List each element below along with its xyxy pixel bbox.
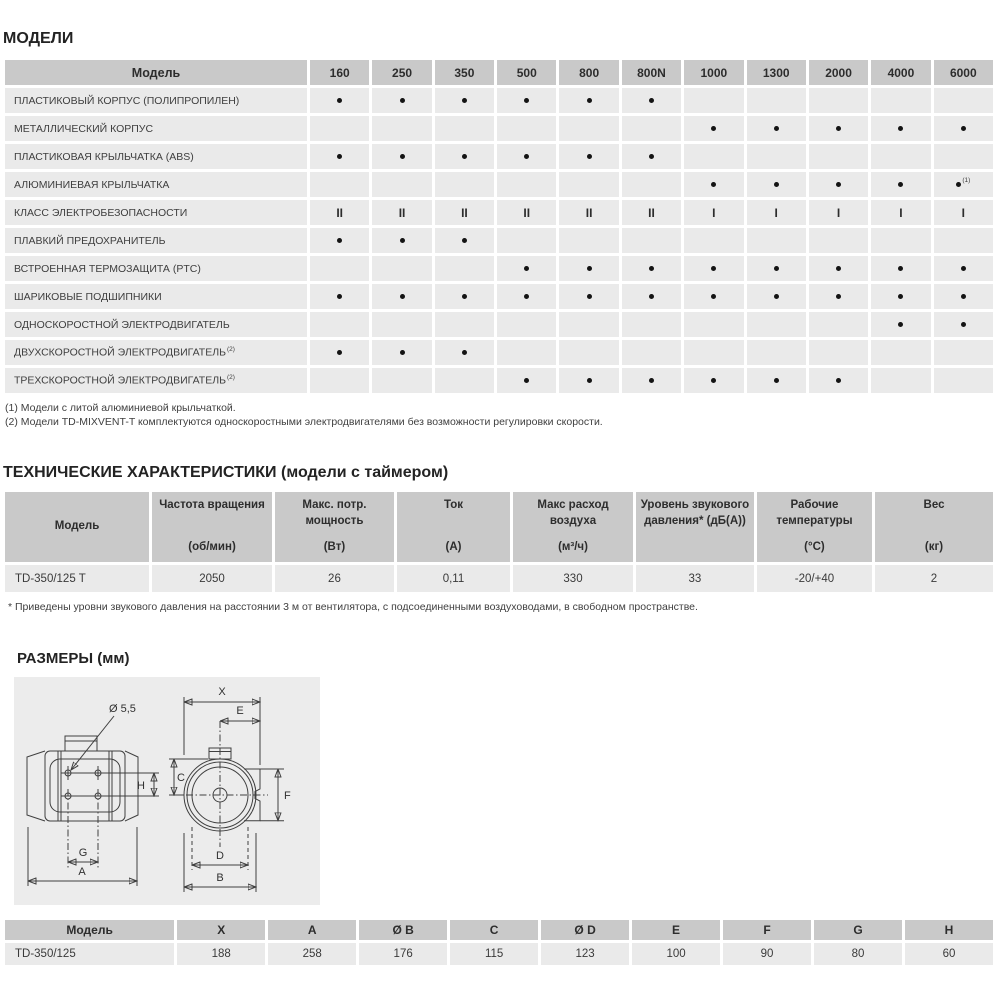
feature-dot — [337, 238, 342, 243]
feature-cell — [934, 88, 993, 113]
feature-cell — [871, 88, 930, 113]
feature-dot — [836, 266, 841, 271]
models-header-model: Модель — [5, 60, 307, 85]
dims-header-col: Ø D — [541, 920, 629, 940]
feature-label: АЛЮМИНИЕВАЯ КРЫЛЬЧАТКА — [5, 172, 307, 197]
feature-dot — [836, 126, 841, 131]
dim-label-e: E — [236, 705, 244, 717]
feature-cell — [747, 172, 806, 197]
table-row — [5, 228, 993, 253]
dimensions-drawing — [14, 677, 320, 905]
tech-cell: 2050 — [152, 565, 272, 592]
models-header-col: 250 — [372, 60, 431, 85]
feature-cell — [684, 284, 743, 309]
models-header-col: 350 — [435, 60, 494, 85]
feature-cell — [747, 144, 806, 169]
feature-cell — [622, 116, 681, 141]
models-footnote-1: (1) Модели с литой алюминиевой крыльчаткой. — [5, 402, 236, 414]
feature-cell — [435, 284, 494, 309]
feature-dot — [400, 294, 405, 299]
feature-cell — [372, 88, 431, 113]
tech-cell: TD-350/125 T — [5, 565, 149, 592]
feature-label: МЕТАЛЛИЧЕСКИЙ КОРПУС — [5, 116, 307, 141]
feature-cell: II — [559, 200, 618, 225]
feature-cell — [684, 340, 743, 365]
feature-cell — [809, 144, 868, 169]
table-row — [5, 312, 993, 337]
dims-section-title: РАЗМЕРЫ (мм) — [17, 650, 130, 667]
feature-cell — [934, 116, 993, 141]
table-row — [5, 943, 993, 965]
feature-cell: II — [372, 200, 431, 225]
feature-cell — [310, 88, 369, 113]
feature-cell — [310, 368, 369, 393]
feature-cell — [559, 256, 618, 281]
feature-cell — [934, 312, 993, 337]
feature-cell — [747, 284, 806, 309]
feature-dot — [400, 350, 405, 355]
dims-cell: 123 — [541, 943, 629, 965]
feature-cell — [435, 228, 494, 253]
table-row — [5, 340, 993, 365]
feature-dot — [400, 238, 405, 243]
feature-cell — [372, 116, 431, 141]
feature-dot — [898, 126, 903, 131]
feature-cell — [310, 256, 369, 281]
feature-dot — [774, 266, 779, 271]
table-row — [5, 256, 993, 281]
feature-dot — [898, 182, 903, 187]
feature-cell — [809, 256, 868, 281]
dims-cell: 90 — [723, 943, 811, 965]
feature-cell — [435, 144, 494, 169]
feature-dot — [524, 154, 529, 159]
feature-cell — [809, 172, 868, 197]
dims-cell: 188 — [177, 943, 265, 965]
feature-cell — [934, 256, 993, 281]
models-header-col: 500 — [497, 60, 556, 85]
feature-dot — [711, 378, 716, 383]
tech-header-col: Вес (кг) — [875, 492, 993, 562]
feature-cell — [435, 88, 494, 113]
feature-cell — [871, 340, 930, 365]
dim-label-g: G — [78, 847, 88, 859]
feature-dot — [649, 98, 654, 103]
feature-cell — [435, 368, 494, 393]
dims-header-col: Ø B — [359, 920, 447, 940]
feature-cell — [934, 340, 993, 365]
feature-cell — [497, 340, 556, 365]
dims-cell: 100 — [632, 943, 720, 965]
dims-header-col: C — [450, 920, 538, 940]
feature-dot — [649, 266, 654, 271]
feature-dot — [524, 294, 529, 299]
tech-header-col: Частота вращения (об/мин) — [152, 492, 272, 562]
feature-cell — [559, 228, 618, 253]
feature-dot — [337, 350, 342, 355]
feature-cell: II — [622, 200, 681, 225]
tech-cell: 0,11 — [397, 565, 510, 592]
feature-dot — [462, 294, 467, 299]
dim-label-d: D — [216, 850, 224, 862]
feature-label: КЛАСС ЭЛЕКТРОБЕЗОПАСНОСТИ — [5, 200, 307, 225]
feature-dot — [711, 266, 716, 271]
feature-cell — [559, 368, 618, 393]
feature-cell — [809, 88, 868, 113]
tech-header-col: Макс. потр. мощность (Вт) — [275, 492, 394, 562]
feature-dot — [898, 322, 903, 327]
feature-cell — [809, 312, 868, 337]
feature-dot — [462, 154, 467, 159]
feature-label: ШАРИКОВЫЕ ПОДШИПНИКИ — [5, 284, 307, 309]
feature-cell — [622, 340, 681, 365]
feature-cell — [622, 284, 681, 309]
models-header-col: 160 — [310, 60, 369, 85]
feature-cell — [372, 312, 431, 337]
dims-header-col: Модель — [5, 920, 174, 940]
feature-cell — [497, 312, 556, 337]
models-header-col: 1000 — [684, 60, 743, 85]
feature-dot — [961, 266, 966, 271]
feature-cell — [559, 284, 618, 309]
models-header-row — [5, 60, 993, 85]
dims-cell: 60 — [905, 943, 993, 965]
feature-cell: II — [497, 200, 556, 225]
feature-cell — [497, 116, 556, 141]
feature-cell — [871, 312, 930, 337]
feature-label: ТРЕХСКОРОСТНОЙ ЭЛЕКТРОДВИГАТЕЛЬ$^{(2)}$ — [5, 368, 307, 393]
feature-dot — [462, 98, 467, 103]
feature-cell — [809, 284, 868, 309]
feature-dot — [711, 126, 716, 131]
feature-cell — [310, 340, 369, 365]
tech-specs-table — [2, 489, 996, 595]
tech-header-col: Рабочие температуры (°С) — [757, 492, 872, 562]
feature-dot — [524, 98, 529, 103]
feature-cell — [809, 116, 868, 141]
models-footnotes — [5, 402, 603, 429]
feature-cell — [934, 368, 993, 393]
feature-dot — [774, 182, 779, 187]
feature-cell — [684, 256, 743, 281]
feature-cell — [372, 172, 431, 197]
feature-cell — [747, 312, 806, 337]
tech-cell: 330 — [513, 565, 633, 592]
feature-cell — [559, 340, 618, 365]
tech-footnote: * Приведены уровни звукового давления на расстоянии 3 м от вентилятора, с подсоединенными воздуховодами, в свободном пространстве. — [8, 601, 698, 613]
feature-dot — [836, 182, 841, 187]
feature-dot — [524, 266, 529, 271]
feature-label: ДВУХСКОРОСТНОЙ ЭЛЕКТРОДВИГАТЕЛЬ$^{(2)}$ — [5, 340, 307, 365]
feature-cell — [747, 88, 806, 113]
dims-header-col: X — [177, 920, 265, 940]
feature-cell: II — [310, 200, 369, 225]
feature-cell — [559, 172, 618, 197]
feature-cell — [747, 116, 806, 141]
table-row — [5, 88, 993, 113]
feature-dot — [961, 322, 966, 327]
models-footnote-2: (2) Модели TD-MIXVENT-T комплектуются односкоростными электродвигателями без возможности регулировки скорости. — [5, 415, 603, 428]
feature-dot — [587, 266, 592, 271]
feature-cell: I — [809, 200, 868, 225]
feature-cell — [871, 172, 930, 197]
feature-cell — [684, 228, 743, 253]
feature-cell — [622, 228, 681, 253]
models-header-col: 4000 — [871, 60, 930, 85]
feature-label: ОДНОСКОРОСТНОЙ ЭЛЕКТРОДВИГАТЕЛЬ — [5, 312, 307, 337]
feature-dot — [649, 154, 654, 159]
tech-header-col: Уровень звукового давления* (дБ(А)) — [636, 492, 754, 562]
feature-dot — [649, 378, 654, 383]
feature-dot — [774, 378, 779, 383]
feature-dot — [961, 126, 966, 131]
feature-cell — [497, 228, 556, 253]
dims-header-col: G — [814, 920, 902, 940]
tech-header-col: Ток (А) — [397, 492, 510, 562]
feature-cell — [684, 172, 743, 197]
feature-dot — [774, 294, 779, 299]
feature-cell — [435, 340, 494, 365]
tech-cell: -20/+40 — [757, 565, 872, 592]
feature-dot — [649, 294, 654, 299]
feature-dot — [836, 294, 841, 299]
feature-cell — [622, 256, 681, 281]
feature-cell: I — [684, 200, 743, 225]
feature-cell — [871, 116, 930, 141]
feature-dot — [898, 266, 903, 271]
feature-cell — [559, 88, 618, 113]
feature-cell — [435, 312, 494, 337]
feature-cell — [559, 116, 618, 141]
feature-cell — [435, 256, 494, 281]
feature-cell — [809, 228, 868, 253]
table-row — [5, 565, 993, 592]
dims-cell: 115 — [450, 943, 538, 965]
dim-label-f: F — [284, 790, 291, 802]
dims-header-col: E — [632, 920, 720, 940]
feature-cell — [684, 88, 743, 113]
feature-cell — [622, 368, 681, 393]
models-header-col: 800 — [559, 60, 618, 85]
feature-cell: II — [435, 200, 494, 225]
feature-cell — [310, 172, 369, 197]
feature-cell — [684, 368, 743, 393]
fan-side-view — [27, 703, 159, 886]
dims-header-col: F — [723, 920, 811, 940]
feature-cell — [559, 312, 618, 337]
feature-cell — [622, 312, 681, 337]
tech-cell: 33 — [636, 565, 754, 592]
feature-label: ПЛАСТИКОВЫЙ КОРПУС (ПОЛИПРОПИЛЕН) — [5, 88, 307, 113]
feature-cell — [622, 172, 681, 197]
feature-cell — [435, 116, 494, 141]
feature-cell — [435, 172, 494, 197]
feature-dot — [836, 378, 841, 383]
dims-cell: TD-350/125 — [5, 943, 174, 965]
feature-cell — [497, 284, 556, 309]
table-row — [5, 284, 993, 309]
feature-label: ВСТРОЕННАЯ ТЕРМОЗАЩИТА (PTC) — [5, 256, 307, 281]
feature-cell — [934, 228, 993, 253]
feature-cell — [559, 144, 618, 169]
table-row — [5, 116, 993, 141]
feature-dot — [462, 238, 467, 243]
feature-cell — [871, 256, 930, 281]
feature-cell — [934, 144, 993, 169]
fan-technical-drawing — [14, 677, 320, 905]
dims-header-col: H — [905, 920, 993, 940]
feature-cell: I — [747, 200, 806, 225]
dims-cell: 80 — [814, 943, 902, 965]
feature-cell — [871, 144, 930, 169]
feature-cell — [747, 368, 806, 393]
feature-cell — [372, 228, 431, 253]
feature-cell — [809, 368, 868, 393]
feature-dot — [400, 98, 405, 103]
feature-cell — [497, 368, 556, 393]
table-row — [5, 200, 993, 225]
feature-cell — [497, 172, 556, 197]
feature-dot — [337, 98, 342, 103]
models-section-title: МОДЕЛИ — [3, 30, 74, 47]
models-header-col: 6000 — [934, 60, 993, 85]
feature-dot — [524, 378, 529, 383]
feature-cell — [310, 312, 369, 337]
feature-cell: (1) — [934, 172, 993, 197]
dims-header-col: A — [268, 920, 356, 940]
feature-cell — [372, 340, 431, 365]
feature-dot — [961, 294, 966, 299]
feature-label: ПЛАСТИКОВАЯ КРЫЛЬЧАТКА (ABS) — [5, 144, 307, 169]
feature-cell — [372, 256, 431, 281]
feature-cell — [372, 368, 431, 393]
table-row — [5, 172, 993, 197]
feature-dot — [587, 154, 592, 159]
feature-cell — [684, 312, 743, 337]
feature-cell — [310, 144, 369, 169]
dims-cell: 258 — [268, 943, 356, 965]
feature-dot — [774, 126, 779, 131]
table-row — [5, 368, 993, 393]
feature-cell — [497, 256, 556, 281]
feature-dot — [711, 294, 716, 299]
feature-cell — [310, 228, 369, 253]
feature-cell: I — [934, 200, 993, 225]
feature-dot — [462, 350, 467, 355]
tech-header-col: Модель — [5, 492, 149, 562]
feature-dot — [711, 182, 716, 187]
dimensions-table — [2, 917, 996, 968]
feature-cell — [747, 228, 806, 253]
dim-label-x: X — [218, 686, 226, 698]
dim-label-a: A — [78, 866, 86, 878]
dims-cell: 176 — [359, 943, 447, 965]
feature-cell — [871, 284, 930, 309]
feature-cell — [372, 144, 431, 169]
fan-front-view — [169, 686, 291, 892]
tech-cell: 2 — [875, 565, 993, 592]
feature-cell: I — [871, 200, 930, 225]
tech-header-col: Макс расход воздуха (м³/ч) — [513, 492, 633, 562]
feature-cell — [747, 256, 806, 281]
feature-cell — [934, 284, 993, 309]
feature-dot — [956, 182, 961, 187]
feature-dot — [587, 98, 592, 103]
feature-dot — [587, 294, 592, 299]
feature-cell — [809, 340, 868, 365]
dim-label-h: H — [137, 780, 145, 792]
feature-dot — [337, 294, 342, 299]
feature-cell — [684, 116, 743, 141]
feature-dot — [898, 294, 903, 299]
feature-dot — [587, 378, 592, 383]
feature-cell — [871, 368, 930, 393]
models-header-col: 2000 — [809, 60, 868, 85]
feature-cell — [871, 228, 930, 253]
models-header-col: 800N — [622, 60, 681, 85]
tech-section-title: ТЕХНИЧЕСКИЕ ХАРАКТЕРИСТИКИ (модели с таймером) — [3, 464, 449, 481]
models-header-col: 1300 — [747, 60, 806, 85]
table-row — [5, 144, 993, 169]
dim-label-c: C — [177, 772, 185, 784]
feature-cell — [310, 116, 369, 141]
feature-cell — [747, 340, 806, 365]
hole-diameter-label: Ø 5,5 — [109, 703, 136, 715]
dims-header-row — [5, 920, 993, 940]
feature-dot — [400, 154, 405, 159]
feature-cell — [372, 284, 431, 309]
dim-label-b: B — [216, 872, 224, 884]
models-feature-matrix — [2, 57, 996, 396]
feature-dot — [337, 154, 342, 159]
feature-cell — [622, 144, 681, 169]
feature-cell — [622, 88, 681, 113]
feature-cell — [684, 144, 743, 169]
feature-label: ПЛАВКИЙ ПРЕДОХРАНИТЕЛЬ — [5, 228, 307, 253]
feature-cell — [497, 88, 556, 113]
tech-header-row — [5, 492, 993, 562]
tech-cell: 26 — [275, 565, 394, 592]
feature-cell — [497, 144, 556, 169]
feature-cell — [310, 284, 369, 309]
